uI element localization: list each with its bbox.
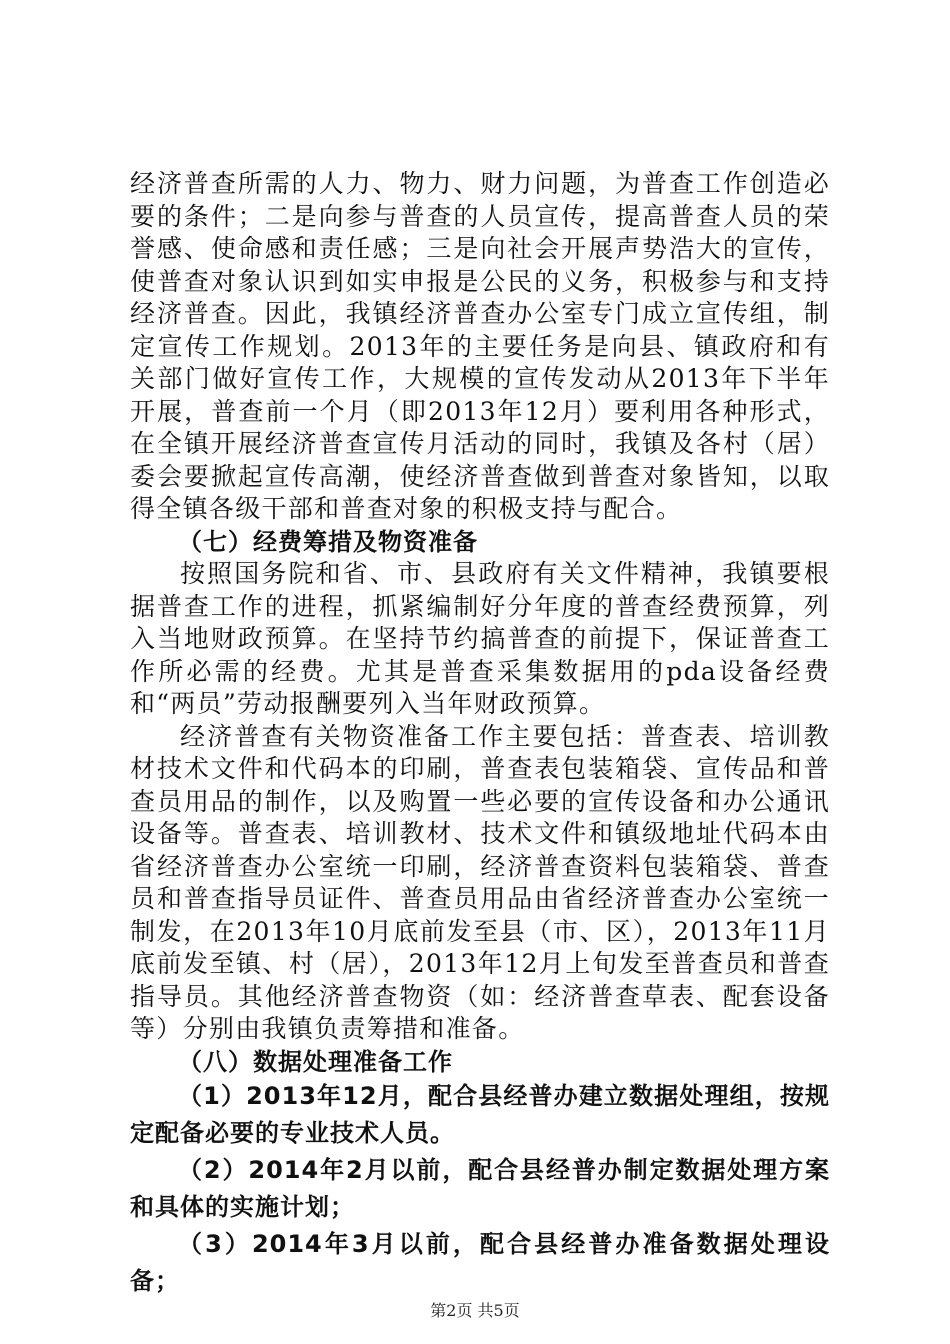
- page-footer: [0, 1298, 950, 1321]
- paragraph-publicity-continued: 经济普查所需的人力、物力、财力问题，为普查工作创造必要的条件；二是向参与普查的人员宣传，提高普查人员的荣誉感、使命感和责任感；三是向社会开展声势浩大的宣传，使普查对象认识到如实申报是公民的义务，积极参与和支持经济普查。因此，我镇经济普查办公室专门成立宣传组，制定宣传工作规划。2013年的主要任务是向县、镇政府和有关部门做好宣传工作，大规模的宣传发动从2013年下半年开展，普查前一个月（即2013年12月）要利用各种形式，在全镇开展经济普查宣传月活动的同时，我镇及各村（居）委会要掀起宣传高潮，使经济普查做到普查对象皆知，以取得全镇各级干部和普查对象的积极支持与配合。: [130, 169, 830, 523]
- section-heading-data-processing: （八）数据处理准备工作: [178, 1047, 453, 1076]
- paragraph-funding-budget: 按照国务院和省、市、县政府有关文件精神，我镇要根据普查工作的进程，抓紧编制好分年度的普查经费预算，列入当地财政预算。在坚持节约搞普查的前提下，保证普查工作所必需的经费。尤其是普查采集数据用的pda设备经费和“两员”劳动报酬要列入当年财政预算。: [130, 559, 830, 718]
- list-item-data-2: （2）2014年2月以前，配合县经普办制定数据处理方案和具体的实施计划；: [130, 1156, 830, 1221]
- page-number: 第2页 共5页: [430, 1301, 520, 1320]
- list-item-data-3: （3）2014年3月以前，配合县经普办准备数据处理设备；: [130, 1230, 830, 1295]
- list-item-data-1: （1）2013年12月，配合县经普办建立数据处理组，按规定配备必要的专业技术人员。: [130, 1082, 830, 1147]
- document-body: [130, 168, 830, 1300]
- paragraph-materials-preparation: 经济普查有关物资准备工作主要包括：普查表、培训教材技术文件和代码本的印刷，普查表包装箱袋、宣传品和普查员用品的制作，以及购置一些必要的宣传设备和办公通讯设备等。普查表、培训教材、技术文件和镇级地址代码本由省经济普查办公室统一印刷，经济普查资料包装箱袋、普查员和普查指导员证件、普查员用品由省经济普查办公室统一制发，在2013年10月底前发至县（市、区），2013年11月底前发至镇、村（居），2013年12月上旬发至普查员和普查指导员。其他经济普查物资（如：经济普查草表、配套设备等）分别由我镇负责筹措和准备。: [130, 721, 830, 1043]
- section-heading-funding: （七）经费筹措及物资准备: [178, 527, 478, 556]
